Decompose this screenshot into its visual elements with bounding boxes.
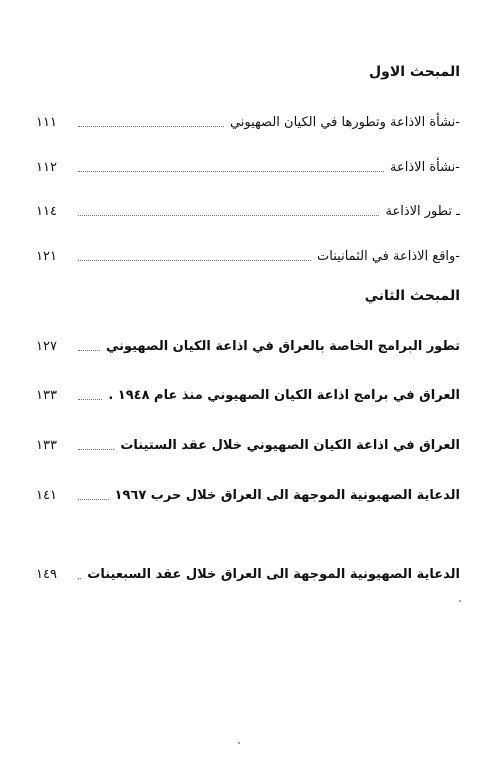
toc-entry-page: ١٣٣ (36, 437, 57, 453)
toc-entry-title: الدعاية الصهيونية الموجهة الى العراق خلال حرب ١٩٦٧ (114, 487, 460, 503)
dot-leader (78, 163, 384, 172)
toc-entry-page: ١٢١ (36, 248, 57, 264)
toc-entry (36, 564, 460, 584)
dot-leader (78, 391, 102, 400)
toc-entry-title: العراق في اذاعة الكيان الصهيوني خلال عقد الستينات (120, 437, 460, 453)
scan-speck (238, 742, 240, 744)
toc-entry-title: الدعاية الصهيونية الموجهة الى العراق خلال عقد السبعينات (87, 566, 460, 582)
scan-speck (459, 600, 461, 602)
toc-entry (36, 157, 460, 177)
toc-entry (36, 385, 460, 405)
toc-entry (36, 336, 460, 356)
section-two-heading: المبحث الثاني (364, 288, 460, 304)
toc-entry-page: ١٣٣ (36, 387, 57, 403)
dot-leader (78, 491, 109, 500)
toc-entry-page: ١١٤ (36, 203, 57, 219)
toc-entry-page: ١٢٧ (36, 338, 57, 354)
section-one-heading: المبحث الاول (368, 64, 460, 80)
toc-entry (36, 485, 460, 505)
toc-entry-title: -نشأة الاذاعة (390, 159, 460, 175)
toc-entry (36, 246, 460, 266)
dot-leader (78, 441, 114, 450)
toc-entry-page: ١٤٩ (36, 566, 57, 582)
toc-entry (36, 112, 460, 132)
toc-entry-title: ـ تطور الاذاعة (385, 203, 460, 219)
toc-entry-page: ١١٢ (36, 159, 57, 175)
dot-leader (78, 342, 100, 351)
dot-leader (78, 252, 311, 261)
dot-leader (78, 570, 81, 579)
dot-leader (78, 118, 224, 127)
toc-entry-title: العراق في برامج اذاعة الكيان الصهيوني منذ عام ١٩٤٨ . (108, 387, 460, 403)
dot-leader (78, 207, 379, 216)
toc-entry-title: تطور البرامج الخاصة بالعراق في اذاعة الكيان الصهيوني (105, 338, 460, 354)
toc-entry (36, 201, 460, 221)
toc-entry-title: -نشأة الاذاعة وتطورها في الكيان الصهيوني (229, 114, 460, 130)
toc-entry-page: ١١١ (36, 114, 57, 130)
toc-entry-title: -واقع الاذاعة في الثمانينات (317, 248, 460, 264)
toc-entry (36, 435, 460, 455)
toc-entry-page: ١٤١ (36, 487, 57, 503)
